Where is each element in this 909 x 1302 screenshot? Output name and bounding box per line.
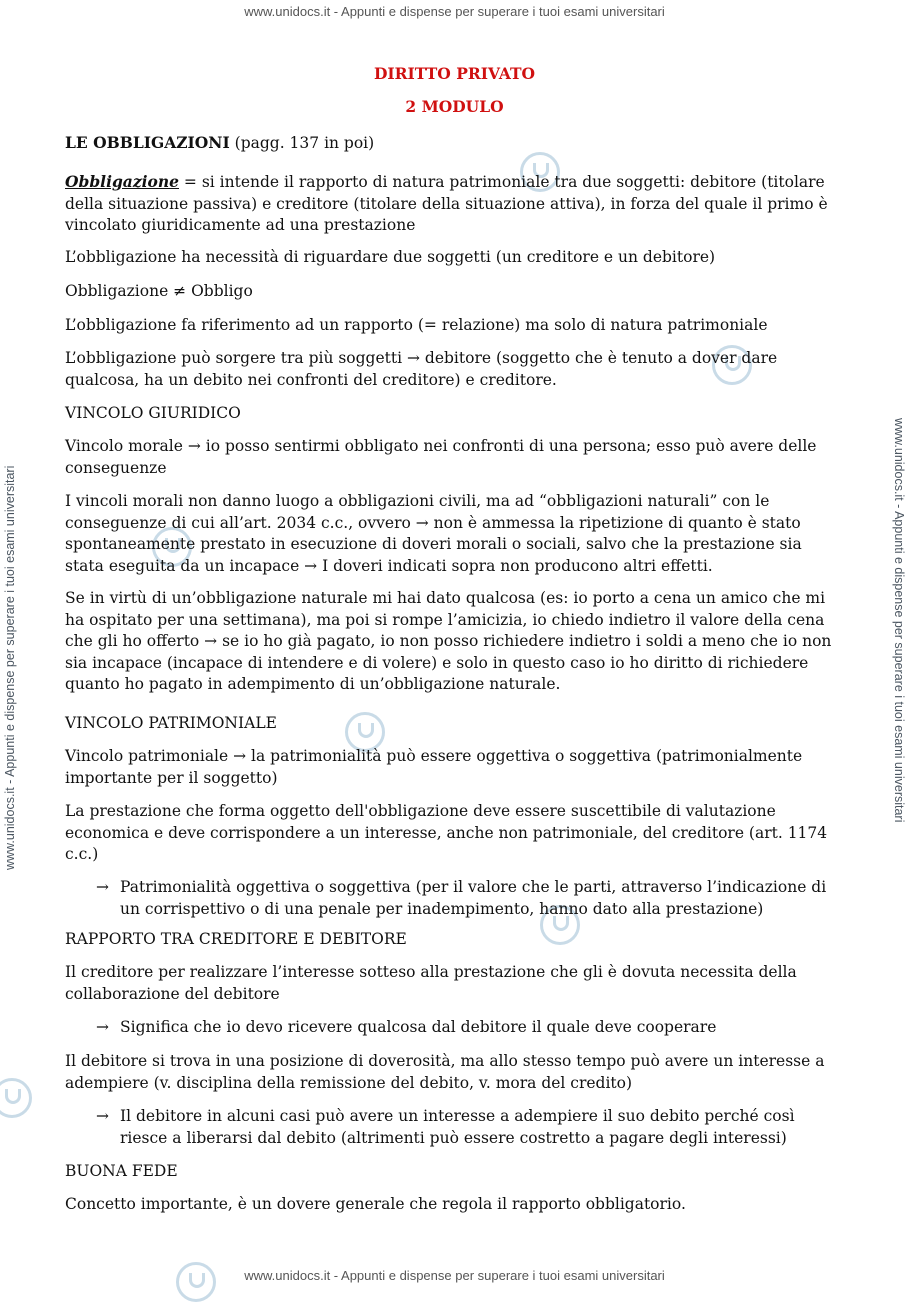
paragraph: L’obbligazione può sorgere tra più soggetti → debitore (soggetto che è tenuto a dover dare qualcosa, ha un debito nei confronti del creditore) e creditore. (65, 349, 778, 389)
section-heading-ref: (pagg. 137 in poi) (229, 134, 375, 152)
document-title: DIRITTO PRIVATO (373, 64, 536, 83)
paragraph: Obbligazione ≠ Obbligo (65, 282, 253, 300)
paragraph: Il creditore per realizzare l’interesse sotteso alla prestazione che gli è dovuta necessita della collaborazione del debitore (65, 963, 797, 1003)
subsection-heading: BUONA FEDE (65, 1162, 178, 1180)
paragraph: Vincolo morale → io posso sentirmi obbligato nei confronti di una persona; esso può avere delle conseguenze (65, 437, 817, 477)
definition-text: = si intende il rapporto di natura patrimoniale tra due soggetti: debitore (titolare della situazione passiva) e creditore (titolare della situazione attiva), in forza del quale il primo è vincolato giuridicamente ad una prestazione (65, 173, 828, 234)
arrow-right-icon: → (96, 878, 109, 896)
paragraph: Il debitore si trova in una posizione di doverosità, ma allo stesso tempo può avere un interesse a adempiere (v. disciplina della remissione del debito, v. mora del credito) (65, 1052, 825, 1092)
paragraph: Vincolo patrimoniale → la patrimonialità può essere oggettiva o soggettiva (patrimonialmente importante per il soggetto) (65, 747, 803, 787)
paragraph: Concetto importante, è un dovere generale che regola il rapporto obbligatorio. (65, 1195, 686, 1213)
watermark-side-right: www.unidocs.it - Appunti e dispense per superare i tuoi esami universitari (892, 418, 906, 823)
arrow-right-icon: → (96, 1018, 109, 1036)
bullet-text: Significa che io devo ricevere qualcosa dal debitore il quale deve cooperare (120, 1018, 717, 1036)
watermark-top: www.unidocs.it - Appunti e dispense per superare i tuoi esami universitari (244, 4, 665, 19)
subsection-heading: VINCOLO PATRIMONIALE (65, 714, 277, 732)
subsection-heading: VINCOLO GIURIDICO (65, 404, 241, 422)
document-subtitle: 2 MODULO (405, 97, 504, 116)
unidocs-logo-icon (0, 1078, 32, 1118)
watermark-side-left: www.unidocs.it - Appunti e dispense per superare i tuoi esami universitari (3, 465, 17, 870)
bullet-item (96, 1106, 846, 1149)
paragraph: La prestazione che forma oggetto dell'obbligazione deve essere suscettibile di valutazione economica e deve corrispondere a un interesse, anche non patrimoniale, del creditore (art. 1174 c.c.) (65, 802, 828, 863)
unidocs-logo-icon (176, 1262, 216, 1302)
definition-term: Obbligazione (65, 172, 179, 191)
arrow-right-icon: → (96, 1107, 109, 1125)
bullet-text: Patrimonialità oggettiva o soggettiva (per il valore che le parti, attraverso l’indicazione di un corrispettivo o di una penale per inadempimento, hanno dato alla prestazione) (120, 878, 827, 918)
paragraph: Se in virtù di un’obbligazione naturale mi hai dato qualcosa (es: io porto a cena un amico che mi ha ospitato per una settimana), ma poi si rompe l’amicizia, io chiedo indietro il valore della cena che gli ho offerto → se io ho già pagato, io non posso richiedere indietro i soldi a meno che io non sia incapace (incapace di intendere e di volere) e solo in questo caso io ho diritto di richiedere quanto ho pagato in adempimento di un’obbligazione naturale. (65, 589, 832, 693)
paragraph: I vincoli morali non danno luogo a obbligazioni civili, ma ad “obbligazioni naturali” con le conseguenze di cui all’art. 2034 c.c., ovvero → non è ammessa la ripetizione di quanto è stato spontaneamente prestato in esecuzione di doveri morali o sociali, salvo che la prestazione sia stata eseguita da un incapace → I doveri indicati sopra non producono altri effetti. (65, 492, 802, 575)
subsection-heading: RAPPORTO TRA CREDITORE E DEBITORE (65, 930, 407, 948)
bullet-item (96, 1017, 846, 1039)
bullet-item (96, 877, 846, 920)
definition-paragraph (65, 171, 845, 237)
section-heading (65, 132, 845, 155)
bullet-text: Il debitore in alcuni casi può avere un interesse a adempiere il suo debito perché così riesce a liberarsi dal debito (altrimenti può essere costretto a pagare degli interessi) (120, 1107, 795, 1147)
watermark-bottom: www.unidocs.it - Appunti e dispense per superare i tuoi esami universitari (244, 1268, 665, 1283)
paragraph: L’obbligazione fa riferimento ad un rapporto (= relazione) ma solo di natura patrimoniale (65, 316, 768, 334)
paragraph: L’obbligazione ha necessità di riguardare due soggetti (un creditore e un debitore) (65, 248, 716, 266)
section-heading-title: LE OBBLIGAZIONI (65, 133, 230, 152)
